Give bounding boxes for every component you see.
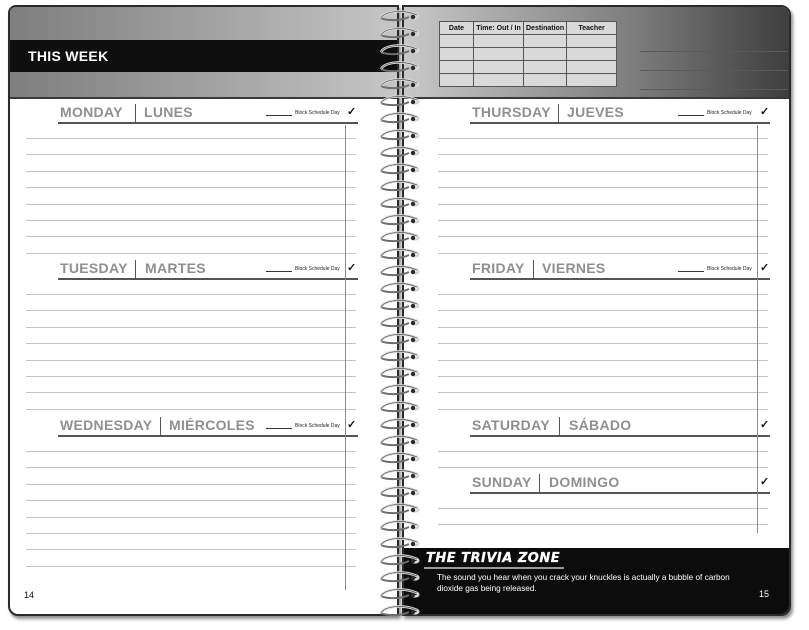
writing-line[interactable] (438, 409, 768, 410)
writing-line[interactable] (26, 253, 356, 254)
writing-line[interactable] (26, 220, 356, 221)
hall-pass-cell[interactable] (567, 35, 617, 48)
writing-line[interactable] (438, 204, 768, 205)
margin-rule (345, 125, 346, 590)
check-icon[interactable]: ✓ (347, 106, 357, 118)
block-day-blank[interactable] (266, 428, 292, 429)
spiral-coil-icon (377, 299, 423, 311)
spiral-coil-icon (377, 44, 423, 56)
spiral-coil-icon (377, 401, 423, 413)
writing-line[interactable] (438, 392, 768, 393)
day-name-divider (558, 104, 559, 123)
spiral-coil-icon (377, 129, 423, 141)
hall-pass-cell[interactable] (474, 74, 524, 87)
day-wednesday (58, 417, 358, 587)
day-name-divider (160, 417, 161, 436)
hall-pass-cell[interactable] (567, 74, 617, 87)
check-icon[interactable]: ✓ (760, 419, 770, 431)
day-header (470, 474, 770, 494)
day-name-spanish: JUEVES (567, 104, 625, 120)
block-day-blank[interactable] (678, 115, 704, 116)
spiral-coil-icon (377, 78, 423, 90)
day-name-english: FRIDAY (472, 260, 525, 276)
check-icon[interactable]: ✓ (760, 262, 770, 274)
writing-line[interactable] (438, 327, 768, 328)
spiral-coil-icon (377, 469, 423, 481)
hall-pass-cell[interactable] (524, 74, 567, 87)
day-name-english: MONDAY (60, 104, 123, 120)
hall-pass-cell[interactable] (524, 48, 567, 61)
hall-pass-cell[interactable] (474, 48, 524, 61)
day-header (470, 417, 770, 437)
check-icon[interactable]: ✓ (347, 262, 357, 274)
day-name-divider (559, 417, 560, 436)
block-schedule-label: Block Schedule Day (707, 266, 752, 272)
day-name-divider (539, 474, 540, 493)
spiral-coil-icon (377, 503, 423, 515)
spiral-coil-icon (377, 163, 423, 175)
note-lines[interactable] (640, 33, 788, 90)
check-icon[interactable]: ✓ (760, 106, 770, 118)
hall-pass-cell[interactable] (440, 74, 474, 87)
day-name-english: THURSDAY (472, 104, 551, 120)
block-day-blank[interactable] (266, 115, 292, 116)
spiral-coil-icon (377, 248, 423, 260)
spiral-coil-icon (377, 112, 423, 124)
trivia-zone (404, 548, 789, 614)
note-line[interactable] (640, 52, 788, 71)
hall-pass-cell[interactable] (524, 61, 567, 74)
day-name-divider (135, 260, 136, 279)
day-saturday (470, 417, 770, 472)
writing-line[interactable] (26, 392, 356, 393)
day-header (470, 260, 770, 280)
spiral-coil-icon (377, 588, 423, 600)
day-name-english: WEDNESDAY (60, 417, 153, 433)
day-header (58, 417, 358, 437)
writing-line[interactable] (438, 467, 768, 468)
spiral-coil-icon (377, 384, 423, 396)
writing-line[interactable] (438, 294, 768, 295)
spiral-coil-icon (377, 367, 423, 379)
spiral-coil-icon (377, 537, 423, 549)
writing-line[interactable] (438, 138, 768, 139)
day-name-spanish: VIERNES (542, 260, 606, 276)
hall-pass-cell[interactable] (567, 48, 617, 61)
spiral-coil-icon (377, 27, 423, 39)
writing-line[interactable] (26, 204, 356, 205)
day-name-spanish: MIÉRCOLES (169, 417, 255, 433)
writing-line[interactable] (438, 343, 768, 344)
writing-line[interactable] (26, 566, 356, 567)
spiral-coil-icon (377, 418, 423, 430)
writing-line[interactable] (26, 154, 356, 155)
hall-pass-cell[interactable] (567, 61, 617, 74)
trivia-zone-logo: THE TRIVIA ZONE (426, 551, 561, 566)
writing-line[interactable] (438, 451, 768, 452)
hall-pass-cell[interactable] (440, 61, 474, 74)
spiral-coil-icon (377, 231, 423, 243)
right-header-band (404, 7, 789, 99)
check-icon[interactable]: ✓ (347, 419, 357, 431)
day-name-english: SATURDAY (472, 417, 550, 433)
writing-line[interactable] (26, 500, 356, 501)
spiral-coil-icon (377, 350, 423, 362)
day-header (58, 104, 358, 124)
hall-pass-cell[interactable] (440, 35, 474, 48)
block-schedule-label: Block Schedule Day (295, 110, 340, 116)
spiral-coil-icon (377, 10, 423, 22)
spiral-coil-icon (377, 605, 423, 617)
spiral-coil-icon (377, 554, 423, 566)
hall-pass-header-row (440, 22, 617, 35)
hall-pass-table[interactable] (439, 21, 617, 87)
writing-line[interactable] (26, 343, 356, 344)
writing-line[interactable] (438, 220, 768, 221)
writing-line[interactable] (26, 409, 356, 410)
day-name-spanish: SÁBADO (569, 417, 632, 433)
block-schedule-label: Block Schedule Day (295, 423, 340, 429)
hall-pass-cell[interactable] (440, 48, 474, 61)
day-header (470, 104, 770, 124)
day-name-spanish: DOMINGO (549, 474, 620, 490)
hall-pass-cell[interactable] (474, 61, 524, 74)
note-line[interactable] (640, 71, 788, 90)
block-schedule-label: Block Schedule Day (295, 266, 340, 272)
writing-line[interactable] (26, 171, 356, 172)
writing-line[interactable] (26, 360, 356, 361)
spiral-coil-icon (377, 61, 423, 73)
day-name-divider (135, 104, 136, 123)
page-number: 15 (758, 589, 769, 599)
title-bar (10, 40, 397, 72)
hall-pass-col-date: Date (440, 22, 474, 35)
page-title: THIS WEEK (28, 48, 109, 64)
margin-rule (757, 125, 758, 533)
spiral-coil-icon (377, 452, 423, 464)
writing-line[interactable] (438, 253, 768, 254)
writing-line[interactable] (438, 154, 768, 155)
spiral-coil-icon (377, 180, 423, 192)
hall-pass-row (440, 35, 617, 48)
writing-line[interactable] (438, 236, 768, 237)
writing-line[interactable] (438, 508, 768, 509)
day-name-spanish: MARTES (145, 260, 206, 276)
writing-line[interactable] (438, 171, 768, 172)
block-day-blank[interactable] (266, 271, 292, 272)
trivia-fact: The sound you hear when you crack your knuckles is actually a bubble of carbon dioxide gas being released. (437, 573, 730, 593)
hall-pass-row (440, 48, 617, 61)
spiral-coil-icon (377, 316, 423, 328)
hall-pass-cell[interactable] (474, 35, 524, 48)
day-name-english: TUESDAY (60, 260, 128, 276)
spiral-coil-icon (377, 146, 423, 158)
spiral-coil-icon (377, 197, 423, 209)
check-icon[interactable]: ✓ (760, 476, 770, 488)
writing-line[interactable] (26, 376, 356, 377)
writing-line[interactable] (438, 524, 768, 525)
writing-line[interactable] (26, 294, 356, 295)
spiral-coil-icon (377, 333, 423, 345)
writing-line[interactable] (26, 484, 356, 485)
left-header-band (10, 7, 397, 99)
writing-line[interactable] (26, 467, 356, 468)
day-name-english: SUNDAY (472, 474, 532, 490)
writing-line[interactable] (438, 360, 768, 361)
hall-pass-cell[interactable] (524, 35, 567, 48)
writing-line[interactable] (438, 187, 768, 188)
day-header (58, 260, 358, 280)
spiral-coil-icon (377, 520, 423, 532)
spiral-coil-icon (377, 435, 423, 447)
writing-line[interactable] (26, 310, 356, 311)
right-page (402, 5, 791, 616)
left-page (8, 5, 399, 616)
hall-pass-col-teacher: Teacher (567, 22, 617, 35)
spiral-coil-icon (377, 214, 423, 226)
hall-pass-row (440, 61, 617, 74)
block-schedule-label: Block Schedule Day (707, 110, 752, 116)
writing-line[interactable] (438, 376, 768, 377)
spiral-coil-icon (377, 282, 423, 294)
hall-pass-col-time: Time: Out / In (474, 22, 524, 35)
writing-line[interactable] (26, 327, 356, 328)
trivia-logo-underline (424, 567, 564, 569)
day-name-spanish: LUNES (144, 104, 193, 120)
hall-pass-row (440, 74, 617, 87)
writing-line[interactable] (438, 310, 768, 311)
hall-pass-col-destination: Destination (524, 22, 567, 35)
writing-line[interactable] (26, 138, 356, 139)
writing-line[interactable] (26, 236, 356, 237)
writing-line[interactable] (26, 451, 356, 452)
spiral-coil-icon (377, 486, 423, 498)
spiral-coil-icon (377, 95, 423, 107)
spiral-coil-icon (377, 571, 423, 583)
writing-line[interactable] (26, 533, 356, 534)
page-number: 14 (24, 590, 35, 600)
writing-line[interactable] (26, 517, 356, 518)
spiral-binding (377, 0, 423, 630)
spiral-coil-icon (377, 265, 423, 277)
writing-line[interactable] (26, 187, 356, 188)
writing-line[interactable] (26, 549, 356, 550)
note-line[interactable] (640, 33, 788, 52)
block-day-blank[interactable] (678, 271, 704, 272)
day-name-divider (533, 260, 534, 279)
